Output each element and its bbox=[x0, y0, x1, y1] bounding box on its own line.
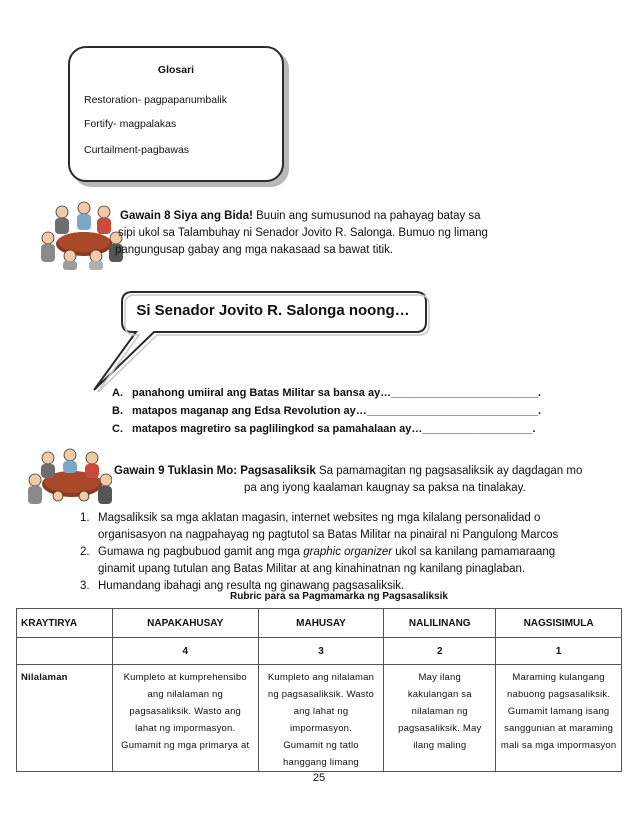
rubric-header: MAHUSAY bbox=[258, 609, 384, 638]
page-number: 25 bbox=[312, 772, 326, 784]
step-2-line-2: ginamit upang tutulan ang Batas Militar at ang kinahinatnan ng kanilang pinaglaban. bbox=[98, 563, 526, 575]
rubric-header: NALILINANG bbox=[384, 609, 496, 638]
rubric-cell: Kumpleto ang nilalaman ng pagsasaliksik. Wasto ang lahat ng impormasyon. Gumamit ng tatlo hanggang limang bbox=[258, 665, 384, 772]
gawain-8-line-3: pangungusap gabay ang mga nakasaad sa bawat titik. bbox=[115, 244, 394, 256]
glossary-box bbox=[68, 46, 284, 182]
rubric-score bbox=[17, 638, 113, 665]
rubric-score: 2 bbox=[384, 638, 496, 665]
step-1-line-2: organisasyon na nagpahayag ng pagtutol sa Batas Militar na pinairal ni Pangulong Marcos bbox=[98, 529, 559, 541]
rubric-score: 3 bbox=[258, 638, 384, 665]
rubric-title: Rubric para sa Pagmamarka ng Pagsasaliksik bbox=[230, 591, 448, 602]
rubric-row bbox=[17, 665, 622, 772]
step-3-line-1: Humandang ibahagi ang resulta ng ginawang pagsasaliksik. bbox=[98, 580, 405, 592]
prompt-b: matapos maganap ang Edsa Revolution ay…____________________________. bbox=[132, 405, 542, 417]
rubric-cell: Kumpleto at kumprehensibo ang nilalaman ng pagsasaliksik. Wasto ang lahat ng impormasyon. Gumamit ng mga primarya at bbox=[112, 665, 258, 772]
prompt-c: matapos magretiro sa paglilingkod sa pamahalaan ay…__________________. bbox=[132, 423, 536, 435]
step-1-line-1: Magsaliksik sa mga aklatan magasin, internet websites ng mga kilalang personalidad o bbox=[98, 512, 541, 524]
step-number: 1. bbox=[80, 512, 90, 524]
gawain-9-line-2: pa ang iyong kaalaman kaugnay sa paksa na tinalakay. bbox=[244, 482, 526, 494]
rubric-header: NAGSISIMULA bbox=[496, 609, 622, 638]
gawain-9-text: Sa pamamagitan ng pagsasaliksik ay dagdagan mo bbox=[315, 465, 583, 477]
rubric-score-row bbox=[17, 638, 622, 665]
rubric-header: KRAYTIRYA bbox=[17, 609, 113, 638]
glossary-item: Restoration- pagpapanumbalik bbox=[84, 94, 228, 106]
bubble-title: Si Senador Jovito R. Salonga noong… bbox=[136, 301, 410, 319]
speech-bubble bbox=[90, 286, 450, 392]
research-group-illustration bbox=[28, 448, 112, 508]
prompt-letter: A. bbox=[112, 387, 123, 399]
group-meeting-illustration bbox=[40, 198, 124, 270]
gawain-9-line-1 bbox=[114, 463, 582, 480]
rubric-criterion: Nilalaman bbox=[17, 665, 113, 772]
prompt-letter: B. bbox=[112, 405, 123, 417]
glossary-item: Fortify- magpalakas bbox=[84, 118, 177, 130]
graphic-organizer-term: graphic organizer bbox=[303, 546, 393, 558]
rubric-header-row bbox=[17, 609, 622, 638]
prompt-letter: C. bbox=[112, 423, 123, 435]
rubric-header: NAPAKAHUSAY bbox=[112, 609, 258, 638]
gawain-9-heading: Gawain 9 Tuklasin Mo: Pagsasaliksik bbox=[114, 465, 316, 477]
glossary-item: Curtailment-pagbawas bbox=[84, 144, 190, 156]
step-number: 2. bbox=[80, 546, 90, 558]
gawain-8-line-1 bbox=[120, 208, 481, 225]
rubric-cell: Maraming kulangang nabuong pagsasaliksik. Gumamit lamang isang sanggunian at maraming mali sa mga impormasyon bbox=[496, 665, 622, 772]
step-number: 3. bbox=[80, 580, 90, 592]
rubric-score: 1 bbox=[496, 638, 622, 665]
step-2-line-1: Gumawa ng pagbubuod gamit ang mga graphic organizer ukol sa kanilang pamamaraang bbox=[98, 546, 556, 558]
glossary-title: Glosari bbox=[157, 64, 195, 76]
prompt-a: panahong umiiral ang Batas Militar sa bansa ay…________________________. bbox=[132, 387, 542, 399]
rubric-table bbox=[16, 608, 622, 772]
rubric-cell: May ilang kakulangan sa nilalaman ng pagsasaliksik. May ilang maling bbox=[384, 665, 496, 772]
gawain-8-line-2: sipi ukol sa Talambuhay ni Senador Jovito R. Salonga. Bumuo ng limang bbox=[118, 227, 488, 239]
gawain-8-text: Buuin ang sumusunod na pahayag batay sa bbox=[252, 210, 481, 222]
rubric-score: 4 bbox=[112, 638, 258, 665]
gawain-8-heading: Gawain 8 Siya ang Bida! bbox=[120, 210, 253, 222]
